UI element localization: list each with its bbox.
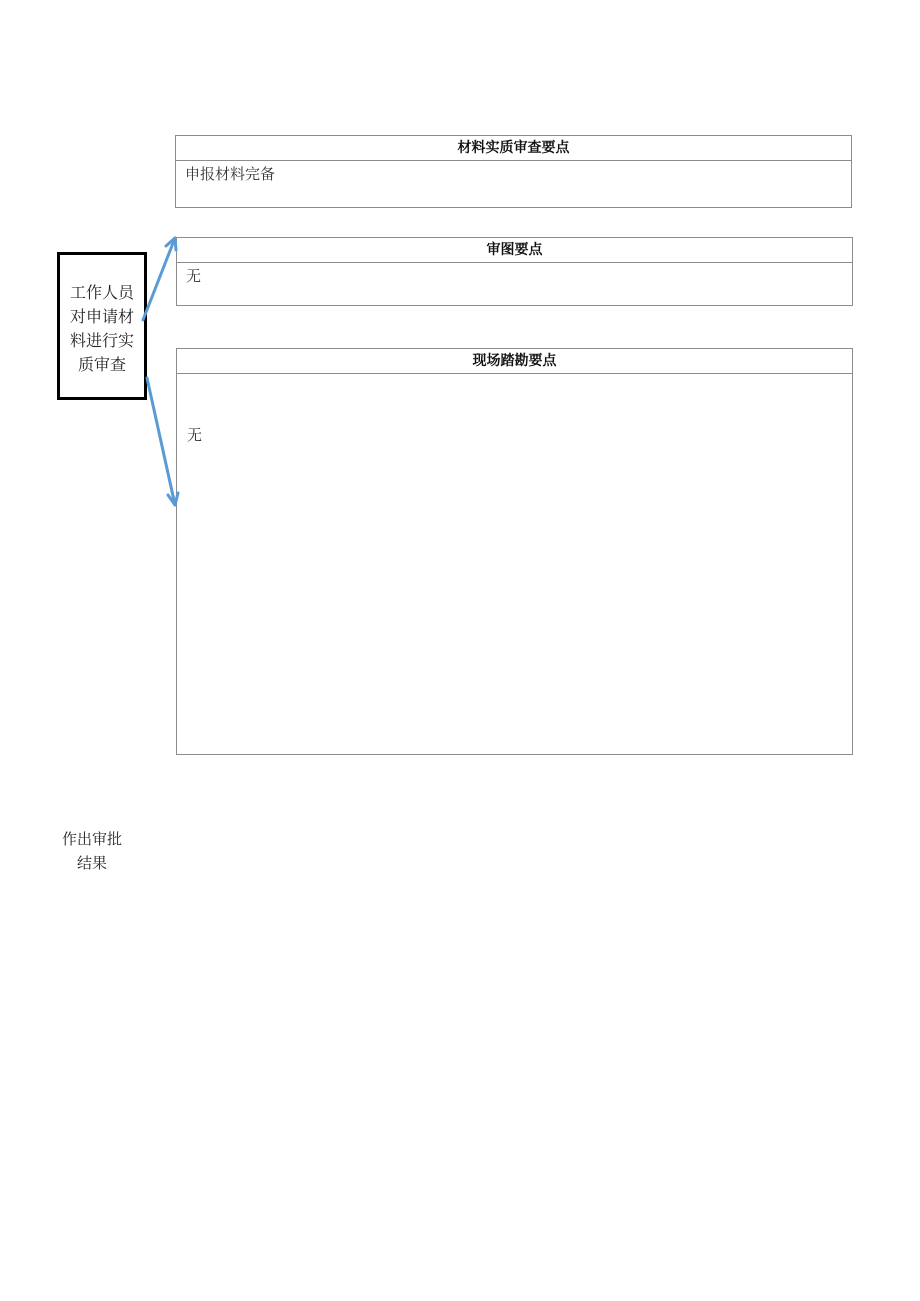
site-survey-panel — [176, 348, 853, 755]
review-step-line: 工作人员 — [69, 283, 134, 302]
review-step-line: 料进行实 — [69, 331, 134, 350]
arrow-shaft — [143, 238, 175, 320]
drawing-review-panel-title: 审图要点 — [177, 238, 852, 263]
approval-result-line: 作出审批 — [61, 830, 122, 848]
review-step-line: 对申请材 — [69, 307, 134, 326]
site-survey-panel-content: 无 — [187, 426, 203, 444]
approval-result-step — [60, 827, 124, 875]
material-review-panel — [175, 135, 852, 208]
arrow-head — [166, 238, 176, 250]
arrow-shaft — [147, 378, 175, 505]
review-step-box — [57, 252, 147, 400]
site-survey-panel-title: 现场踏勘要点 — [177, 349, 852, 374]
drawing-review-panel-content: 无 — [186, 267, 202, 285]
approval-result-line: 结果 — [76, 854, 107, 872]
arrow-to-drawing-review — [143, 238, 176, 320]
drawing-review-panel — [176, 237, 853, 306]
material-review-panel-title: 材料实质审查要点 — [176, 136, 851, 161]
arrow-to-site-survey — [147, 378, 178, 505]
review-step-line: 质审查 — [77, 355, 126, 374]
material-review-panel-content: 申报材料完备 — [185, 165, 276, 183]
